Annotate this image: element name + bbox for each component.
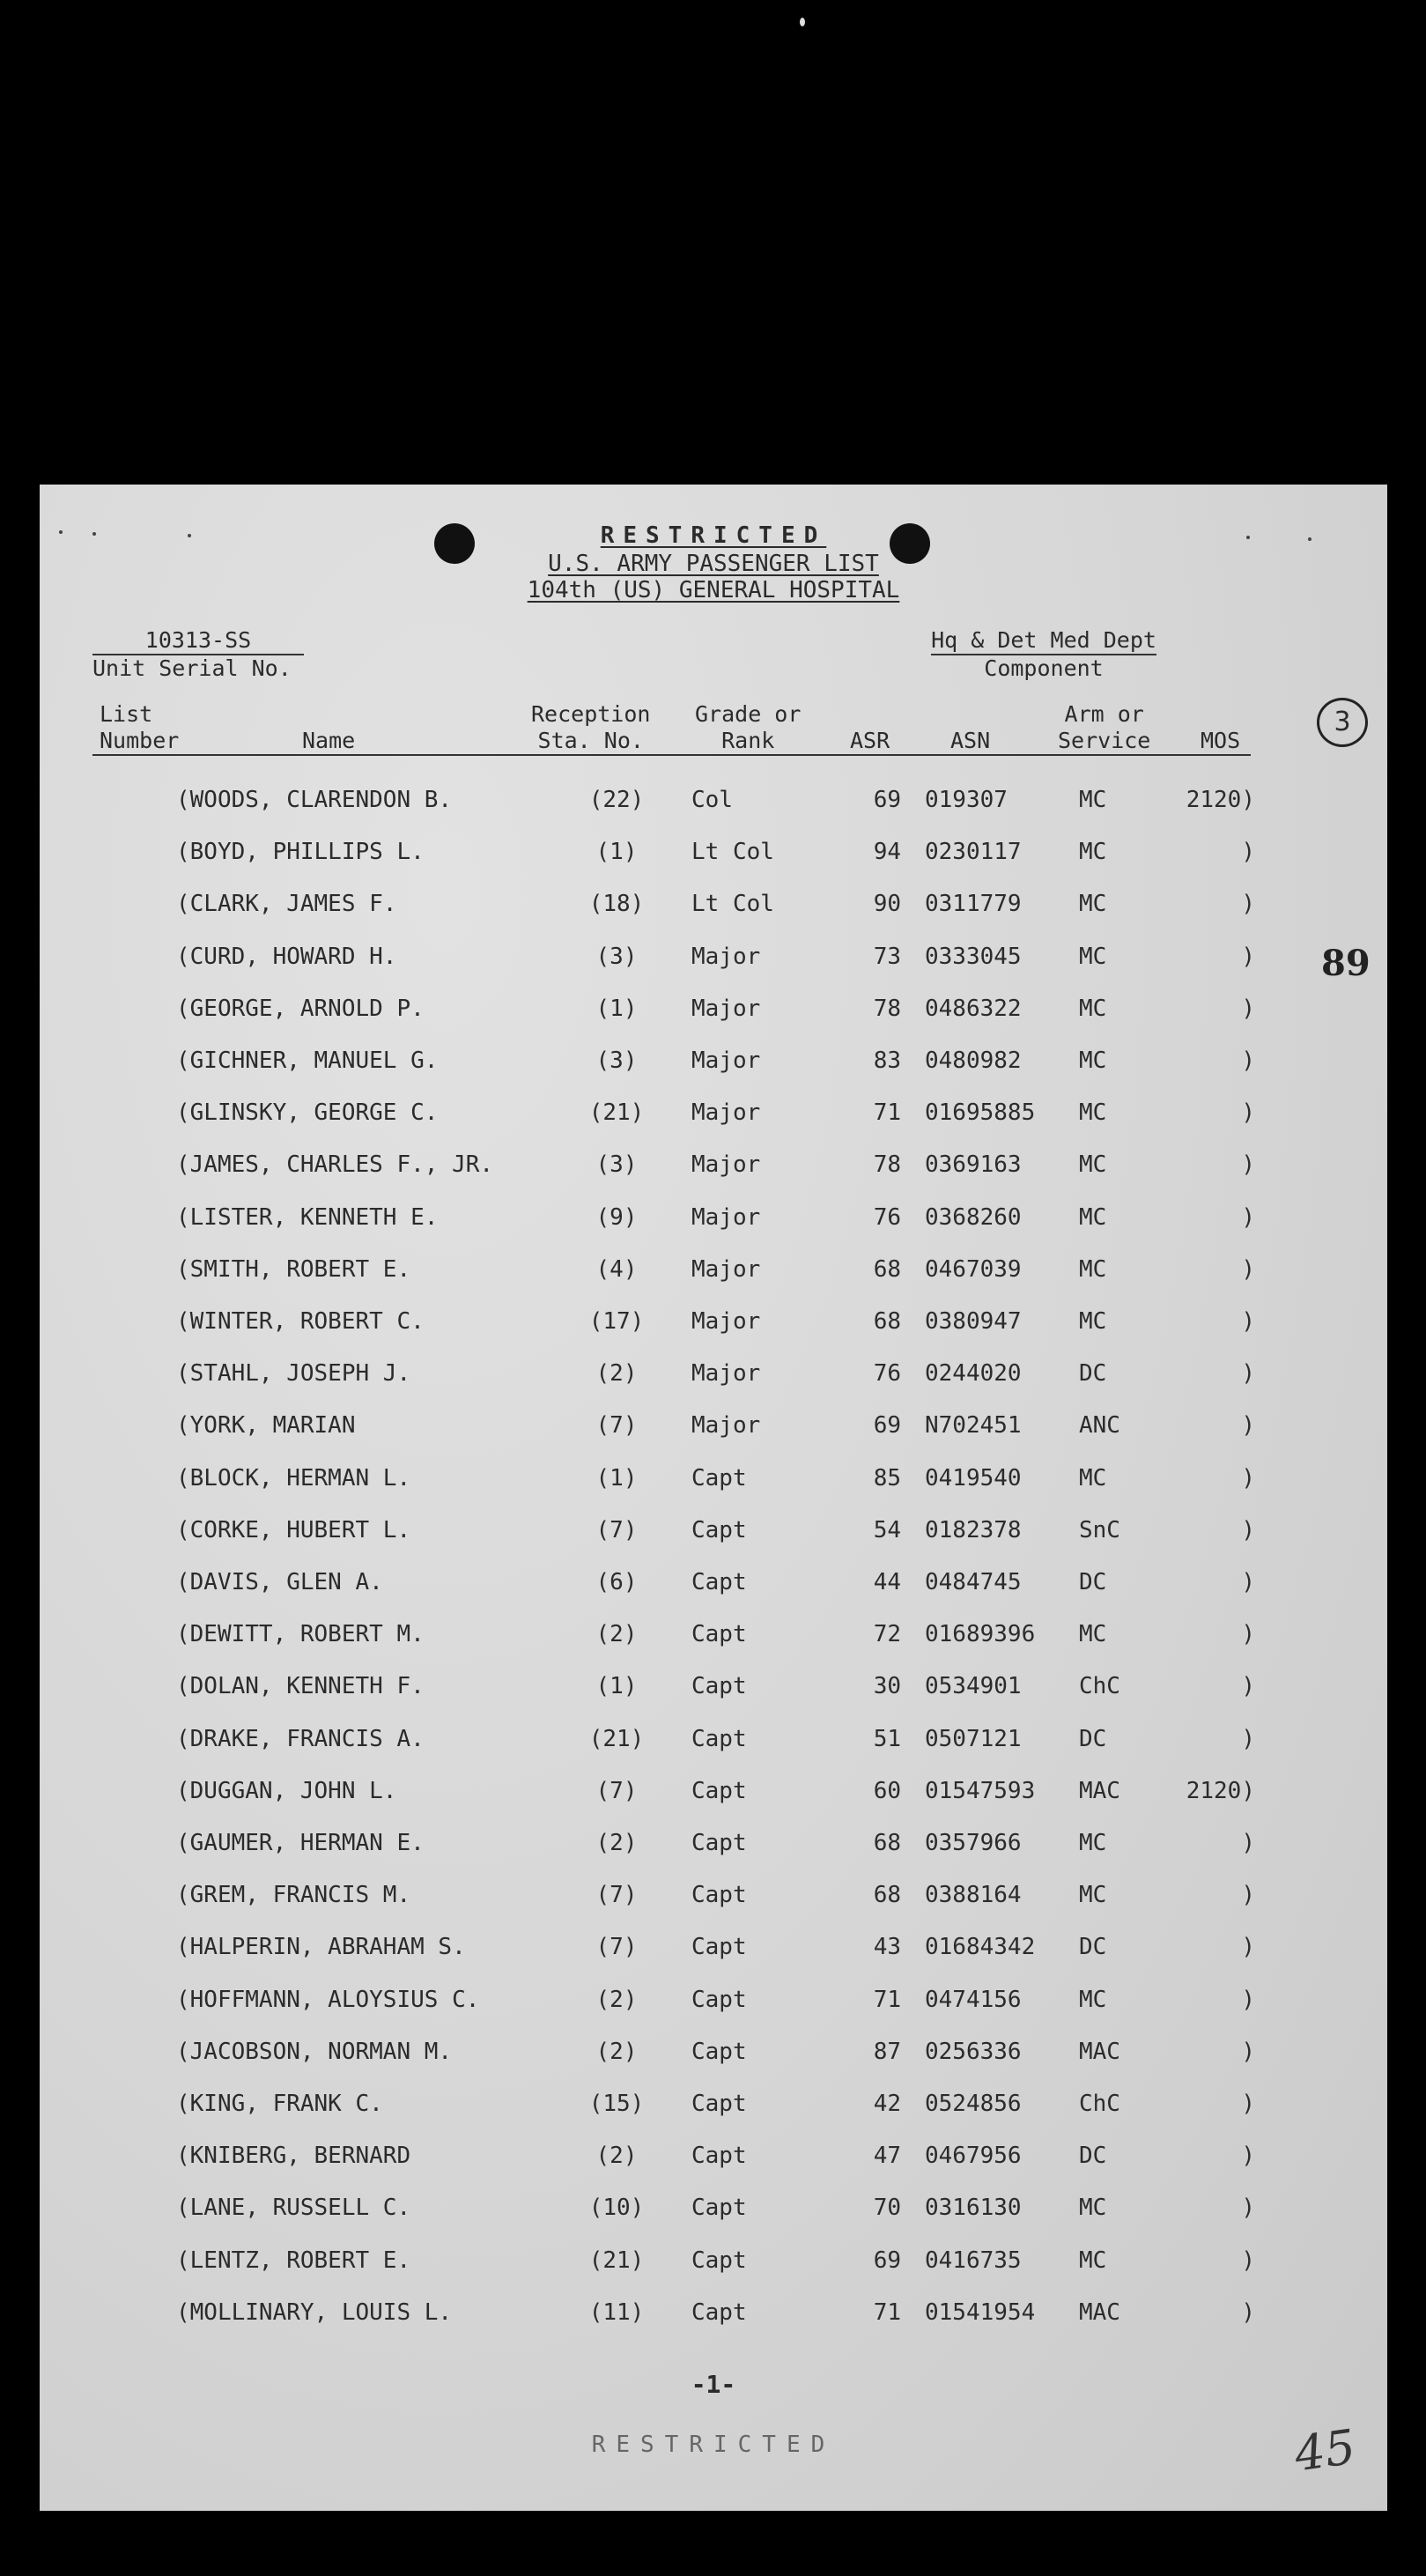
row-rank: Lt Col <box>691 839 774 866</box>
row-station: (1) <box>595 839 638 866</box>
row-rank: Capt <box>691 2195 747 2222</box>
row-station: (2) <box>595 2038 638 2065</box>
row-station: (2) <box>595 1360 638 1388</box>
row-asr: 68 <box>873 1882 901 1909</box>
row-arm: MC <box>1079 1047 1107 1074</box>
row-arm: MC <box>1079 943 1107 970</box>
row-rank: Major <box>691 1151 761 1179</box>
table-row <box>40 1617 1387 1652</box>
row-name: (LISTER, KENNETH E. <box>176 1203 439 1231</box>
row-station: (11) <box>588 2298 645 2326</box>
row-asn: 0182378 <box>925 1516 1022 1543</box>
table-row <box>40 1982 1387 2017</box>
row-arm: DC <box>1079 1360 1107 1388</box>
row-rank: Capt <box>691 1516 747 1543</box>
row-name: (DAVIS, GLEN A. <box>176 1569 383 1595</box>
col-header-name: Name <box>302 728 356 753</box>
row-rank: Capt <box>691 1882 747 1909</box>
row-arm: MC <box>1079 1882 1107 1909</box>
row-asr: 90 <box>873 891 901 918</box>
row-arm: MC <box>1079 891 1107 918</box>
document-page <box>40 485 1387 2511</box>
row-name: (DRAKE, FRANCIS A. <box>176 1725 425 1752</box>
row-asr: 69 <box>873 2247 901 2274</box>
row-asr: 60 <box>873 1777 901 1804</box>
table-row <box>40 2086 1387 2121</box>
row-asr: 43 <box>873 1934 901 1961</box>
row-asr: 94 <box>873 839 901 866</box>
row-arm: MC <box>1079 1308 1107 1335</box>
row-name: (WINTER, ROBERT C. <box>176 1308 425 1335</box>
table-row <box>40 1513 1387 1548</box>
row-name: (GREM, FRANCIS M. <box>176 1882 411 1909</box>
row-name: (YORK, MARIAN <box>176 1412 356 1440</box>
table-row <box>40 1356 1387 1391</box>
row-mos: ) <box>1241 943 1255 970</box>
row-rank: Capt <box>691 1986 747 2013</box>
row-asn: 0524856 <box>925 2091 1022 2117</box>
row-station: (7) <box>595 1516 638 1543</box>
row-arm: MC <box>1079 1464 1107 1492</box>
row-asn: 0369163 <box>925 1151 1022 1179</box>
table-row <box>40 1147 1387 1182</box>
row-name: (GEORGE, ARNOLD P. <box>176 995 425 1022</box>
row-arm: MAC <box>1079 2298 1120 2326</box>
row-station: (10) <box>588 2195 645 2222</box>
table-row <box>40 1461 1387 1496</box>
row-arm: MC <box>1079 1099 1107 1127</box>
row-asn: 0484745 <box>925 1569 1022 1595</box>
row-arm: MC <box>1079 787 1107 813</box>
row-rank: Capt <box>691 2038 747 2065</box>
row-asn: 01547593 <box>925 1777 1036 1804</box>
row-station: (3) <box>595 1151 638 1179</box>
row-asr: 30 <box>873 1673 901 1700</box>
row-arm: ChC <box>1079 1673 1120 1700</box>
row-rank: Capt <box>691 1830 747 1856</box>
row-rank: Capt <box>691 2298 747 2326</box>
circled-page-number: 3 <box>1317 698 1368 747</box>
row-mos: ) <box>1241 1673 1255 1700</box>
col-header-list-number: List Number <box>100 701 180 753</box>
row-name: (GICHNER, MANUEL G. <box>176 1047 439 1074</box>
row-mos: ) <box>1241 1099 1255 1127</box>
row-arm: DC <box>1079 1725 1107 1752</box>
row-asr: 68 <box>873 1308 901 1335</box>
row-asr: 44 <box>873 1569 901 1595</box>
table-row <box>40 2034 1387 2069</box>
row-mos: ) <box>1241 1047 1255 1074</box>
row-asr: 70 <box>873 2195 901 2222</box>
col-header-asr: ASR <box>850 728 890 753</box>
unit-serial-block <box>92 627 304 682</box>
row-rank: Capt <box>691 2091 747 2117</box>
row-name: (BLOCK, HERMAN L. <box>176 1464 411 1492</box>
row-arm: MC <box>1079 1830 1107 1856</box>
table-row <box>40 939 1387 974</box>
row-rank: Major <box>691 995 761 1022</box>
row-station: (4) <box>595 1255 638 1283</box>
component-label: Component <box>984 655 1104 681</box>
row-arm: MC <box>1079 839 1107 866</box>
row-mos: ) <box>1241 1412 1255 1440</box>
row-asr: 71 <box>873 1099 901 1127</box>
table-row <box>40 1043 1387 1078</box>
row-name: (STAHL, JOSEPH J. <box>176 1360 411 1388</box>
row-asr: 71 <box>873 2298 901 2326</box>
row-asr: 76 <box>873 1360 901 1388</box>
unit-serial-label: Unit Serial No. <box>92 655 292 681</box>
row-station: (3) <box>595 1047 638 1074</box>
row-asr: 68 <box>873 1255 901 1283</box>
table-row <box>40 1929 1387 1965</box>
unit-name: 104th (US) GENERAL HOSPITAL <box>527 577 900 603</box>
row-mos: ) <box>1241 1516 1255 1543</box>
row-station: (22) <box>588 787 645 813</box>
row-asn: 0474156 <box>925 1986 1022 2013</box>
row-rank: Capt <box>691 2247 747 2274</box>
classification-header: RESTRICTED <box>600 522 827 549</box>
row-name: (DEWITT, ROBERT M. <box>176 1621 425 1648</box>
row-asr: 54 <box>873 1516 901 1543</box>
table-row <box>40 2295 1387 2330</box>
col-header-grade: Grade or Rank <box>695 701 802 753</box>
row-station: (2) <box>595 1986 638 2013</box>
page-number: -1- <box>691 2370 736 2399</box>
row-asn: N702451 <box>925 1412 1022 1440</box>
table-row <box>40 991 1387 1026</box>
table-row <box>40 1669 1387 1704</box>
row-arm: DC <box>1079 1934 1107 1961</box>
row-name: (DUGGAN, JOHN L. <box>176 1777 397 1804</box>
table-row <box>40 1721 1387 1757</box>
row-mos: ) <box>1241 2038 1255 2065</box>
row-name: (HALPERIN, ABRAHAM S. <box>176 1934 466 1961</box>
row-mos: ) <box>1241 1621 1255 1648</box>
row-asr: 69 <box>873 1412 901 1440</box>
table-row <box>40 2190 1387 2225</box>
row-name: (DOLAN, KENNETH F. <box>176 1673 425 1700</box>
row-station: (21) <box>588 1725 645 1752</box>
row-arm: MC <box>1079 1255 1107 1283</box>
row-asn: 0244020 <box>925 1360 1022 1388</box>
component-value: Hq & Det Med Dept <box>931 627 1156 655</box>
row-mos: ) <box>1241 1464 1255 1492</box>
row-asn: 0230117 <box>925 839 1022 866</box>
row-mos: ) <box>1241 1360 1255 1388</box>
row-name: (GLINSKY, GEORGE C. <box>176 1099 439 1127</box>
row-station: (17) <box>588 1308 645 1335</box>
row-mos: 2120) <box>1186 1777 1255 1804</box>
row-asr: 42 <box>873 2091 901 2117</box>
row-station: (7) <box>595 1882 638 1909</box>
row-asn: 0388164 <box>925 1882 1022 1909</box>
row-rank: Major <box>691 1360 761 1388</box>
row-arm: MC <box>1079 2195 1107 2222</box>
row-asn: 0333045 <box>925 943 1022 970</box>
row-asr: 69 <box>873 787 901 813</box>
row-name: (WOODS, CLARENDON B. <box>176 787 453 813</box>
col-header-arm: Arm or Service <box>1058 701 1151 753</box>
row-arm: SnC <box>1079 1516 1120 1543</box>
table-row <box>40 782 1387 818</box>
row-rank: Major <box>691 1099 761 1127</box>
row-arm: DC <box>1079 1569 1107 1595</box>
table-row <box>40 1408 1387 1443</box>
row-station: (9) <box>595 1203 638 1231</box>
row-asn: 0486322 <box>925 995 1022 1022</box>
row-rank: Major <box>691 1047 761 1074</box>
row-rank: Capt <box>691 1934 747 1961</box>
row-asn: 0467956 <box>925 2143 1022 2170</box>
row-station: (21) <box>588 1099 645 1127</box>
row-rank: Major <box>691 943 761 970</box>
table-row <box>40 1773 1387 1809</box>
row-name: (SMITH, ROBERT E. <box>176 1255 411 1283</box>
row-mos: ) <box>1241 1830 1255 1856</box>
row-asr: 78 <box>873 995 901 1022</box>
row-rank: Major <box>691 1308 761 1335</box>
row-asn: 0480982 <box>925 1047 1022 1074</box>
row-mos: ) <box>1241 1725 1255 1752</box>
row-station: (6) <box>595 1569 638 1595</box>
row-mos: ) <box>1241 995 1255 1022</box>
row-asr: 87 <box>873 2038 901 2065</box>
row-asr: 47 <box>873 2143 901 2170</box>
table-row <box>40 1095 1387 1130</box>
row-asr: 51 <box>873 1725 901 1752</box>
classification-footer: RESTRICTED <box>591 2432 836 2458</box>
row-name: (KING, FRANK C. <box>176 2091 383 2117</box>
row-station: (2) <box>595 1621 638 1648</box>
header-rule <box>92 754 1251 756</box>
row-mos: ) <box>1241 839 1255 866</box>
row-rank: Capt <box>691 1673 747 1700</box>
table-row <box>40 1825 1387 1861</box>
row-asr: 71 <box>873 1986 901 2013</box>
row-mos: 2120) <box>1186 787 1255 813</box>
row-rank: Capt <box>691 1725 747 1752</box>
row-rank: Capt <box>691 1777 747 1804</box>
row-station: (7) <box>595 1777 638 1804</box>
row-asn: 0419540 <box>925 1464 1022 1492</box>
row-name: (GAUMER, HERMAN E. <box>176 1830 425 1856</box>
row-asr: 72 <box>873 1621 901 1648</box>
row-arm: MC <box>1079 1151 1107 1179</box>
row-name: (LANE, RUSSELL C. <box>176 2195 411 2222</box>
row-rank: Capt <box>691 1621 747 1648</box>
row-asr: 78 <box>873 1151 901 1179</box>
row-mos: ) <box>1241 2195 1255 2222</box>
row-rank: Major <box>691 1203 761 1231</box>
row-rank: Capt <box>691 1569 747 1595</box>
row-arm: MC <box>1079 1621 1107 1648</box>
row-asr: 68 <box>873 1830 901 1856</box>
row-rank: Capt <box>691 2143 747 2170</box>
row-name: (HOFFMANN, ALOYSIUS C. <box>176 1986 480 2013</box>
row-arm: MC <box>1079 1203 1107 1231</box>
row-mos: ) <box>1241 2143 1255 2170</box>
row-mos: ) <box>1241 1934 1255 1961</box>
row-name: (JACOBSON, NORMAN M. <box>176 2038 453 2065</box>
row-station: (7) <box>595 1412 638 1440</box>
row-asn: 0368260 <box>925 1203 1022 1231</box>
table-row <box>40 2243 1387 2278</box>
col-header-asn: ASN <box>950 728 991 753</box>
row-arm: MAC <box>1079 1777 1120 1804</box>
film-speck <box>800 18 805 26</box>
row-asn: 0357966 <box>925 1830 1022 1856</box>
table-row <box>40 1877 1387 1913</box>
margin-number: 89 <box>1321 943 1371 984</box>
row-asn: 0467039 <box>925 1255 1022 1283</box>
row-asn: 01541954 <box>925 2298 1036 2326</box>
row-name: (BOYD, PHILLIPS L. <box>176 839 425 866</box>
row-mos: ) <box>1241 1986 1255 2013</box>
row-mos: ) <box>1241 2247 1255 2274</box>
row-arm: MC <box>1079 2247 1107 2274</box>
row-mos: ) <box>1241 1203 1255 1231</box>
row-asr: 85 <box>873 1464 901 1492</box>
row-asn: 0380947 <box>925 1308 1022 1335</box>
table-row <box>40 834 1387 870</box>
row-station: (15) <box>588 2091 645 2117</box>
row-mos: ) <box>1241 2298 1255 2326</box>
row-station: (1) <box>595 1464 638 1492</box>
row-asn: 01695885 <box>925 1099 1036 1127</box>
row-station: (21) <box>588 2247 645 2274</box>
unit-serial-value: 10313-SS <box>92 627 304 655</box>
row-asn: 0316130 <box>925 2195 1022 2222</box>
table-row <box>40 1200 1387 1235</box>
row-rank: Lt Col <box>691 891 774 918</box>
row-station: (18) <box>588 891 645 918</box>
row-asn: 0256336 <box>925 2038 1022 2065</box>
row-asn: 0534901 <box>925 1673 1022 1700</box>
row-station: (1) <box>595 1673 638 1700</box>
row-asr: 83 <box>873 1047 901 1074</box>
row-asr: 73 <box>873 943 901 970</box>
row-mos: ) <box>1241 1308 1255 1335</box>
row-arm: MC <box>1079 995 1107 1022</box>
row-mos: ) <box>1241 2091 1255 2117</box>
table-row <box>40 1304 1387 1339</box>
row-mos: ) <box>1241 891 1255 918</box>
handwritten-note: 45 <box>1290 2418 1359 2483</box>
col-header-mos: MOS <box>1201 728 1241 753</box>
row-arm: ANC <box>1079 1412 1120 1440</box>
row-name: (CLARK, JAMES F. <box>176 891 397 918</box>
row-arm: DC <box>1079 2143 1107 2170</box>
row-arm: ChC <box>1079 2091 1120 2117</box>
row-station: (7) <box>595 1934 638 1961</box>
component-block <box>912 627 1176 682</box>
row-name: (CURD, HOWARD H. <box>176 943 397 970</box>
row-rank: Col <box>691 787 733 813</box>
row-asn: 01689396 <box>925 1621 1036 1648</box>
row-arm: MC <box>1079 1986 1107 2013</box>
row-mos: ) <box>1241 1151 1255 1179</box>
row-asn: 01684342 <box>925 1934 1036 1961</box>
row-asn: 0507121 <box>925 1725 1022 1752</box>
row-rank: Capt <box>691 1464 747 1492</box>
row-station: (2) <box>595 2143 638 2170</box>
row-arm: MAC <box>1079 2038 1120 2065</box>
row-rank: Major <box>691 1412 761 1440</box>
row-mos: ) <box>1241 1569 1255 1595</box>
row-asn: 0416735 <box>925 2247 1022 2274</box>
row-name: (JAMES, CHARLES F., JR. <box>176 1151 494 1179</box>
row-name: (LENTZ, ROBERT E. <box>176 2247 411 2274</box>
row-station: (2) <box>595 1830 638 1856</box>
table-row <box>40 2138 1387 2173</box>
table-row <box>40 1565 1387 1600</box>
row-mos: ) <box>1241 1882 1255 1909</box>
row-rank: Major <box>691 1255 761 1283</box>
table-row <box>40 886 1387 922</box>
row-asr: 76 <box>873 1203 901 1231</box>
row-name: (MOLLINARY, LOUIS L. <box>176 2298 453 2326</box>
table-row <box>40 1252 1387 1287</box>
row-name: (KNIBERG, BERNARD <box>176 2143 411 2170</box>
col-header-reception: Reception Sta. No. <box>531 701 651 753</box>
row-station: (1) <box>595 995 638 1022</box>
row-name: (CORKE, HUBERT L. <box>176 1516 411 1543</box>
document-title: U.S. ARMY PASSENGER LIST <box>548 551 879 577</box>
row-asn: 0311779 <box>925 891 1022 918</box>
row-station: (3) <box>595 943 638 970</box>
row-asn: 019307 <box>925 787 1008 813</box>
row-mos: ) <box>1241 1255 1255 1283</box>
